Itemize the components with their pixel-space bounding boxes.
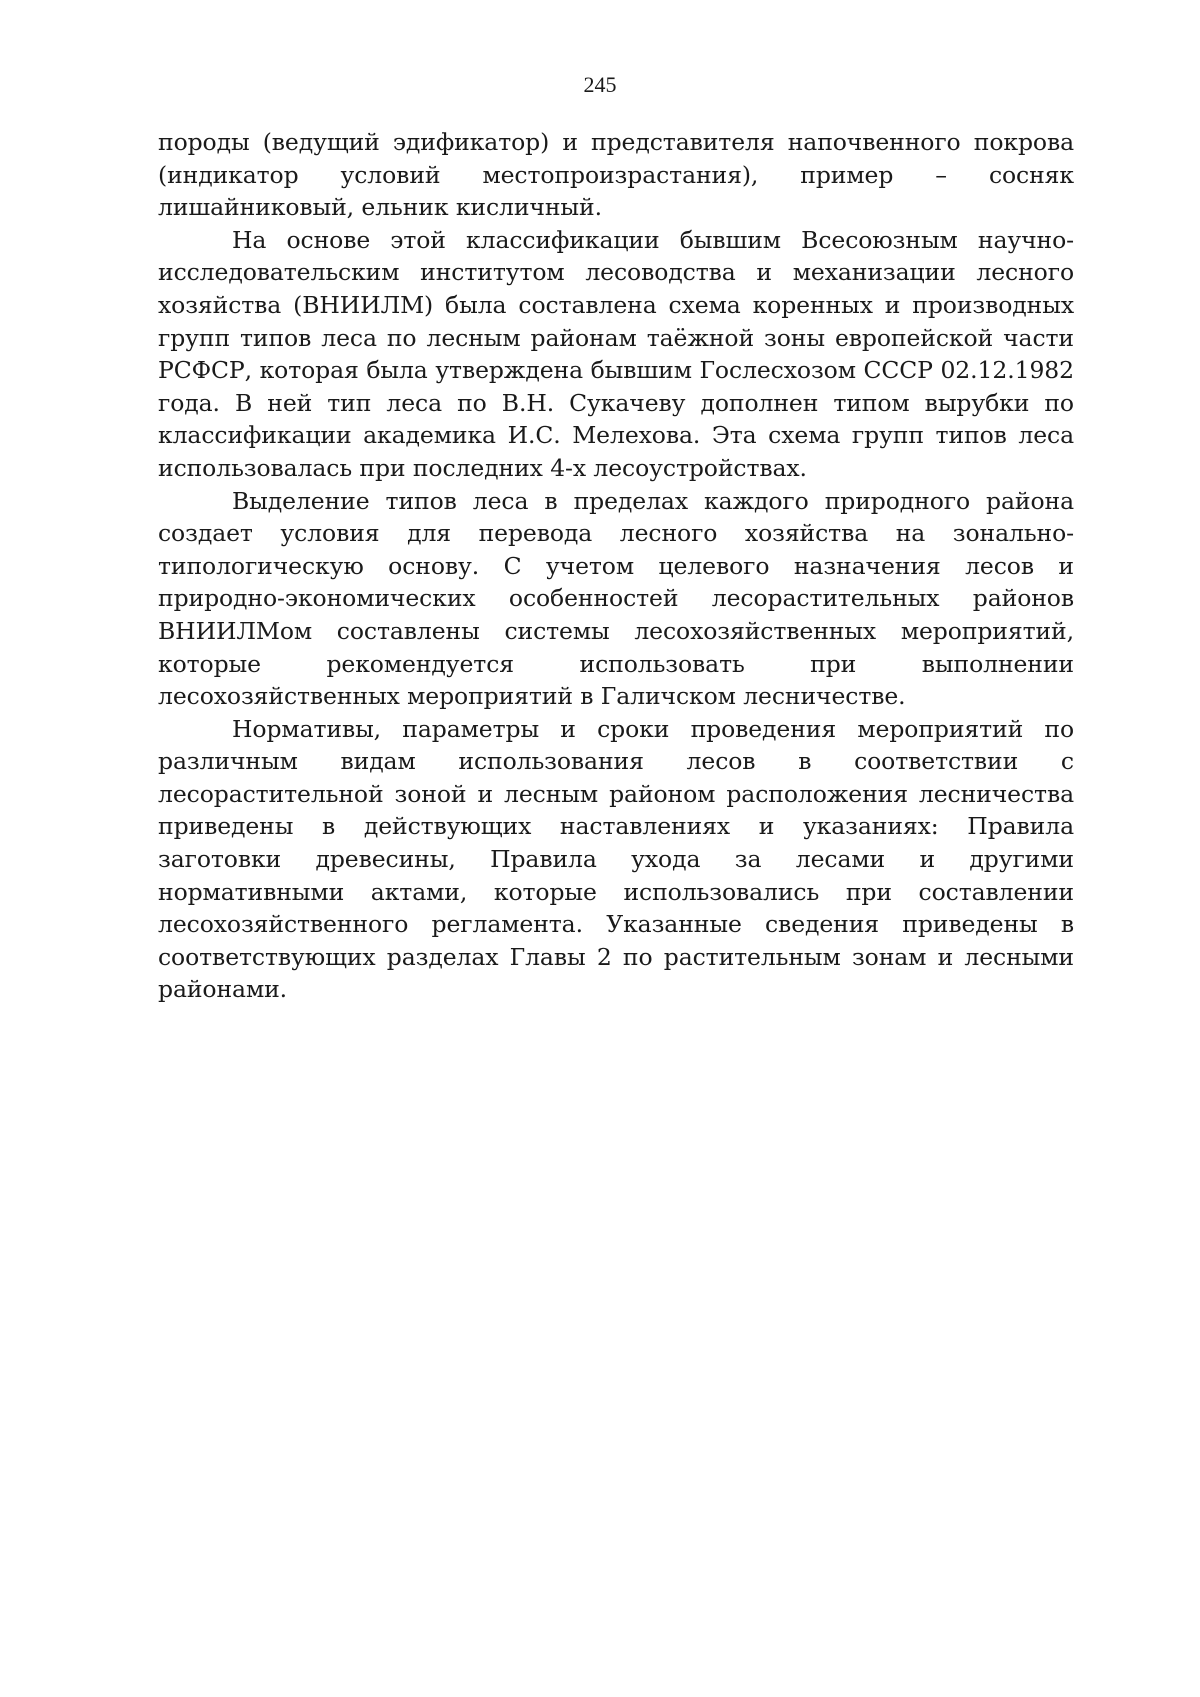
body-text [158,126,1074,1006]
paragraph-classification-scheme: На основе этой классификации бывшим Всесоюзным научно-исследовательским институтом лесоводства и механизации лесного хозяйства (ВНИИЛМ) была составлена схема коренных и производных групп типов леса по лесным районам таёжной зоны европейской части РСФСР, которая была утверждена бывшим Гослесхозом СССР 02.12.1982 года. В ней тип леса по В.Н. Сукачеву дополнен типом вырубки по классификации академика И.С. Мелехова. Эта схема групп типов леса использовалась при последних 4-х лесоустройствах. [158,225,1074,482]
page-number: 245 [583,72,617,97]
paragraph-regulations: Нормативы, параметры и сроки проведения мероприятий по различным видам использования лесов в соответствии с лесорастительной зоной и лесным районом расположения лесничества приведены в действующих наставлениях и указаниях: Правила заготовки древесины, Правила ухода за лесами и другими нормативными актами, которые использовались при составлении лесохозяйственного регламента. Указанные сведения приведены в соответствующих разделах Главы 2 по растительным зонам и лесными районами. [158,714,1074,1004]
paragraph-forest-types: Выделение типов леса в пределах каждого природного района создает условия для перевода лесного хозяйства на зонально-типологическую основу. С учетом целевого назначения лесов и природно-экономических особенностей лесорастительных районов ВНИИЛМом составлены системы лесохозяйственных мероприятий, которые рекомендуется использовать при выполнении лесохозяйственных мероприятий в Галичском лесничестве. [158,486,1074,711]
paragraph-continuation: породы (ведущий эдификатор) и представителя напочвенного покрова (индикатор условий местопроизрастания), пример – сосняк лишайниковый, ельник кисличный. [158,128,1074,222]
